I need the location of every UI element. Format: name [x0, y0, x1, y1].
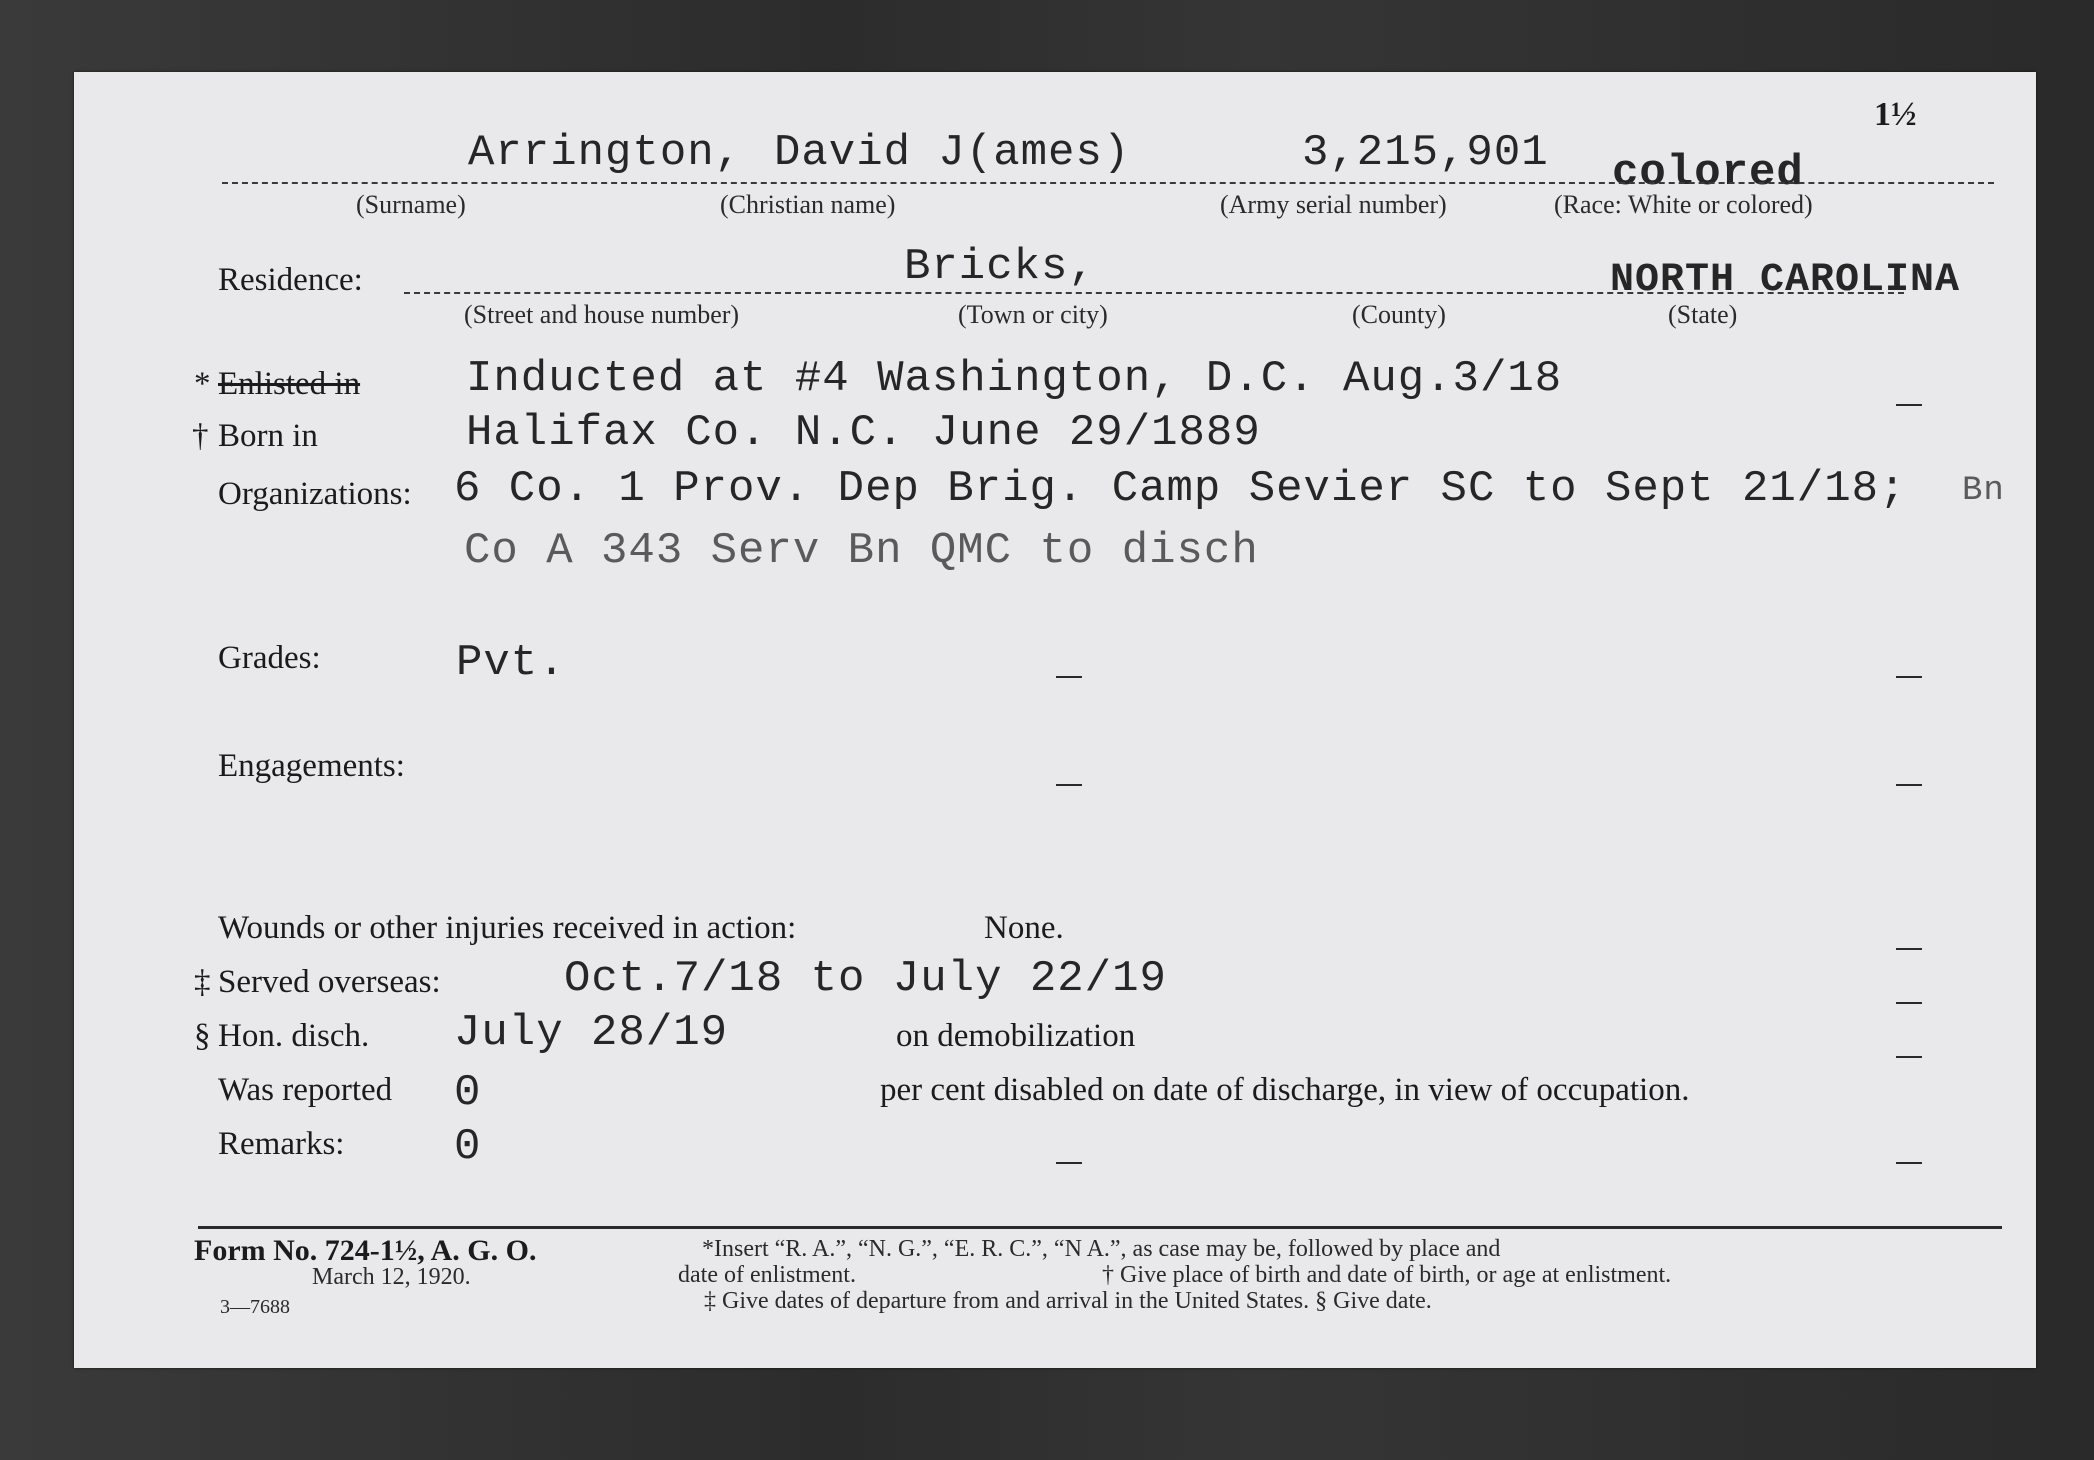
name-line [222, 182, 1994, 184]
grades-label: Grades: [218, 640, 321, 676]
street-label: (Street and house number) [464, 300, 740, 329]
surname-value: Arrington, [468, 128, 743, 178]
form-number: Form No. 724-1½, A. G. O. [194, 1234, 537, 1267]
footnote-enlistment: date of enlistment. [678, 1262, 856, 1288]
footer-rule [198, 1226, 2002, 1229]
overseas-value: Oct.7/18 to July 22/19 [564, 954, 1167, 1004]
wounds-value: None. [984, 910, 1064, 946]
engagements-dash-right [1896, 784, 1922, 786]
organizations-line2: Co A 343 Serv Bn QMC to disch [464, 526, 1259, 576]
remarks-label: Remarks: [218, 1126, 345, 1162]
enlisted-value: Inducted at #4 Washington, D.C. Aug.3/18 [466, 354, 1563, 404]
county-label: (County) [1352, 300, 1446, 329]
engagements-label: Engagements: [218, 748, 405, 784]
state-value: NORTH CAROLINA [1610, 258, 1961, 303]
race-label: (Race: White or colored) [1554, 190, 1813, 219]
organizations-line1-tail: Bn [1962, 472, 2005, 510]
service-record-card [74, 72, 2036, 1368]
discharge-label: Hon. disch. [218, 1018, 370, 1054]
town-label: (Town or city) [958, 300, 1108, 329]
grades-value: Pvt. [456, 638, 566, 688]
engagements-dash-mid [1056, 784, 1082, 786]
serial-number-value: 3,215,901 [1302, 128, 1549, 178]
grades-dash-right [1896, 676, 1922, 678]
form-date: March 12, 1920. [312, 1264, 471, 1290]
overseas-label: Served overseas: [218, 964, 441, 1000]
christian-name-value: David J(ames) [774, 128, 1131, 178]
footnote-overseas: ‡ Give dates of departure from and arrival in the United States. § Give date. [704, 1288, 1432, 1314]
reported-value: 0 [454, 1068, 482, 1118]
footnote-insert: *Insert “R. A.”, “N. G.”, “E. R. C.”, “N A.”, as case may be, followed by place and [702, 1236, 1501, 1262]
discharge-reason: on demobilization [896, 1018, 1136, 1054]
enlisted-label: Enlisted in [218, 366, 361, 402]
reported-label: Was reported [218, 1072, 393, 1108]
organizations-label: Organizations: [218, 476, 412, 512]
christian-name-label: (Christian name) [720, 190, 896, 219]
born-label: Born in [218, 418, 318, 454]
discharge-date: July 28/19 [454, 1008, 729, 1058]
discharge-mark: § [194, 1018, 211, 1054]
surname-label: (Surname) [356, 190, 466, 219]
born-mark: † [192, 418, 209, 454]
wounds-dash [1896, 948, 1922, 950]
born-value: Halifax Co. N.C. June 29/1889 [466, 408, 1261, 458]
remarks-value: 0 [454, 1122, 482, 1172]
reported-text: per cent disabled on date of discharge, in view of occupation. [880, 1072, 1690, 1108]
town-value: Bricks, [904, 242, 1096, 292]
card-fraction: 1½ [1874, 96, 1917, 133]
wounds-label: Wounds or other injuries received in action: [218, 910, 797, 946]
residence-label: Residence: [218, 262, 363, 298]
overseas-mark: ‡ [194, 964, 211, 1000]
state-label: (State) [1668, 300, 1738, 329]
discharge-dash [1896, 1056, 1922, 1058]
grades-dash-mid [1056, 676, 1082, 678]
race-value: colored [1612, 148, 1804, 198]
serial-number-label: (Army serial number) [1220, 190, 1447, 219]
remarks-dash-mid [1056, 1162, 1082, 1164]
enlisted-dash [1896, 404, 1922, 406]
overseas-dash [1896, 1002, 1922, 1004]
footnote-birth: † Give place of birth and date of birth, or age at enlistment. [1102, 1262, 1672, 1288]
enlisted-mark: * [194, 366, 211, 402]
organizations-line1: 6 Co. 1 Prov. Dep Brig. Camp Sevier SC to Sept 21/18; [454, 464, 1907, 514]
form-code: 3—7688 [220, 1296, 290, 1318]
remarks-dash-right [1896, 1162, 1922, 1164]
